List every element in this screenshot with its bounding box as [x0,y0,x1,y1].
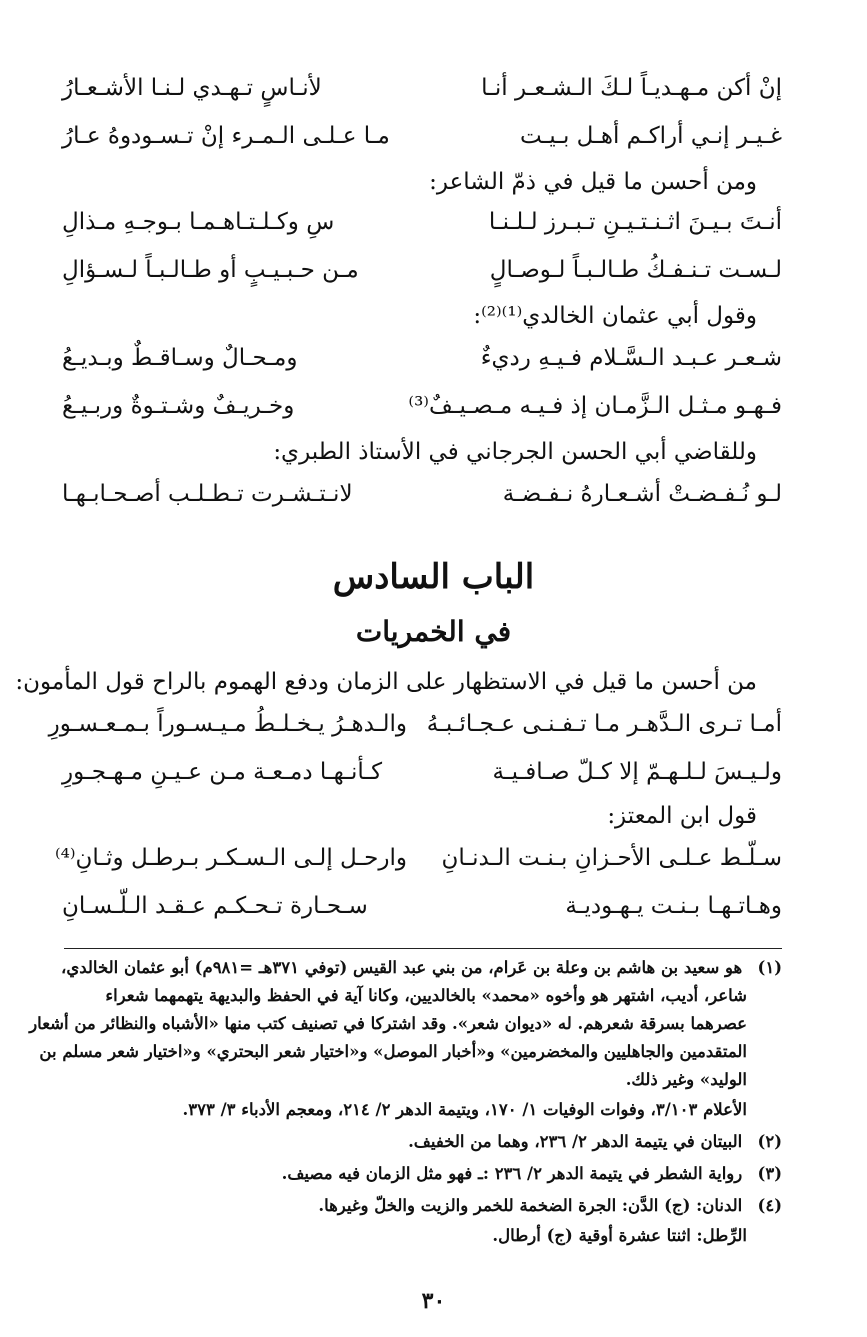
verse-first-hemistich: وهـاتـهـا بـنـت يـهـوديـة [565,893,782,919]
prose-line: قول ابن المعتز: [607,803,757,829]
prose-line: وقول أبي عثمان الخالدي⁽¹⁾⁽²⁾: [473,303,757,329]
footnote-4-cont: الرِّطل: اثنتا عشرة أوقية (ج) أرطال. [492,1226,747,1245]
verse-second-hemistich: مـا عـلـى الـمـرء إنْ تـسـودوهُ عـارُ [62,123,390,149]
verse-second-hemistich: لانـتـشـرت تـطـلـب أصـحـابـهـا [62,481,353,507]
footnote-3-line [52,1160,782,1187]
verse-first-hemistich: أمـا تـرى الـدَّهـر مـا تـفـنـى عـجـائـبـهُ [426,711,782,737]
verse-first-hemistich: سـلّـط عـلـى الأحـزانِ بـنـت الـدنـانِ [441,845,782,871]
verse-first-hemistich: فـهـو مـثـل الـزَّمـان إذ فـيـه مـصـيـفٌ⁽³⁾ [408,393,782,419]
verse-first-hemistich: لـسـت تـنـفـكُ طـالـبـاً لـوصـالٍ [489,257,782,283]
footnote-text: رواية الشطر في يتيمة الدهر ٢/ ٢٣٦ :ـ فهو مثل الزمان فيه مصيف. [281,1164,743,1183]
footnote-divider [64,948,782,949]
page-number: ٣٠ [421,1288,446,1314]
footnote-1-cont: الوليد» وغير ذلك. [625,1070,747,1089]
verse-line [62,68,782,108]
verse-first-hemistich: ولـيـسَ لـلـهـمّ إلا كـلّ صـافـيـة [492,759,782,785]
verse-second-hemistich: وارحـل إلـى الـسـكـر بـرطـل وثـانِ⁽⁴⁾ [54,845,407,871]
verse-line [62,474,782,514]
verse-second-hemistich: سـحـارة تـحـكـم عـقـد الـلّـسـانِ [62,893,368,919]
footnote-text: البيتان في يتيمة الدهر ٢/ ٢٣٦، وهما من الخفيف. [408,1132,743,1151]
footnote-text: الدنان: (ج) الدَّن: الجرة الضخمة للخمر والزيت والخلّ وغيرها. [318,1196,743,1215]
verse-line [62,338,782,378]
footnote-number: (٢) [757,1132,782,1151]
verse-second-hemistich: كـأنـهـا دمـعـة مـن عـيـنِ مـهـجـورِ [62,759,383,785]
footnote-1-cont: المتقدمين والجاهليين والمخضرمين» و«أخبار الموصل» و«اختيار شعر البحتري» و«اختيار شعر مسلم بن [39,1042,747,1061]
footnote-4-line [52,1192,782,1219]
verse-second-hemistich: سِ وكـلـتـاهـمـا بـوجـهِ مـذالِ [62,209,335,235]
footnote-1-cont: عصرهما بسرقة شعرهم. له «ديوان شعر». وقد اشتركا في تصنيف كتب منها «الأشباه والنظائر من أشعار [29,1014,747,1033]
verse-line [54,838,782,878]
verse-line [62,886,782,926]
verse-line [62,202,782,242]
prose-line: وللقاضي أبي الحسن الجرجاني في الأستاذ الطبري: [273,439,757,465]
verse-second-hemistich: والـدهـرُ يـخـلـطُ مـيـسـوراً بـمـعـسـورِ [48,711,407,737]
verse-line [62,752,782,792]
verse-first-hemistich: أنـتَ بـيـنَ اثـنـتـيـنِ تـبـرز لـلـنـا [488,209,782,235]
footnote-number: (١) [757,958,782,977]
footnote-number: (٤) [757,1196,782,1215]
verse-second-hemistich: وخـريـفٌ وشـتـوةٌ وربـيـعُ [62,393,295,419]
footnote-1-line [52,954,782,981]
footnote-1-cont: شاعر، أديب، اشتهر هو وأخوه «محمد» بالخالديين، وكانا آية في الحفظ والبديهة يتهمهما شعراء [105,986,747,1005]
verse-second-hemistich: لأنـاسٍ تـهـدي لـنـا الأشـعـارُ [62,75,322,101]
verse-first-hemistich: غـيـر إنـي أراكـم أهـل بـيـت [519,123,782,149]
chapter-subtitle: في الخمريات [355,615,512,648]
prose-line: من أحسن ما قيل في الاستظهار على الزمان ودفع الهموم بالراح قول المأمون: [15,669,757,695]
verse-line [62,250,782,290]
verse-first-hemistich: إنْ أكن مـهـديـاً لـكَ الـشـعـر أنـا [481,75,782,101]
verse-second-hemistich: ومـحـالٌ وسـاقـطٌ وبـديـعُ [62,345,298,371]
verse-second-hemistich: مـن حـبـيـبٍ أو طـالـبـاً لـسـؤالِ [62,257,359,283]
footnote-2-line [52,1128,782,1155]
footnote-1-reference: الأعلام ٣/١٠٣، وفوات الوفيات ١/ ١٧٠، ويتيمة الدهر ٢/ ٢١٤، ومعجم الأدباء ٣/ ٣٧٣. [182,1100,747,1119]
verse-line [48,704,782,744]
verse-first-hemistich: لـو نُـفـضـتْ أشـعـارهُ نـفـضـة [502,481,782,507]
verse-first-hemistich: شـعـر عـبـد الـسَّـلام فـيـهِ رديءٌ [480,345,782,371]
prose-line: ومن أحسن ما قيل في ذمّ الشاعر: [429,169,757,195]
verse-line [62,116,782,156]
footnote-text: هو سعيد بن هاشم بن وعلة بن عَرام، من بني عبد القيس (توفي ٣٧١هـ =٩٨١م) أبو عثمان الخالدي، [61,958,743,977]
footnote-number: (٣) [757,1164,782,1183]
verse-line [62,386,782,426]
chapter-title: الباب السادس [332,557,535,597]
